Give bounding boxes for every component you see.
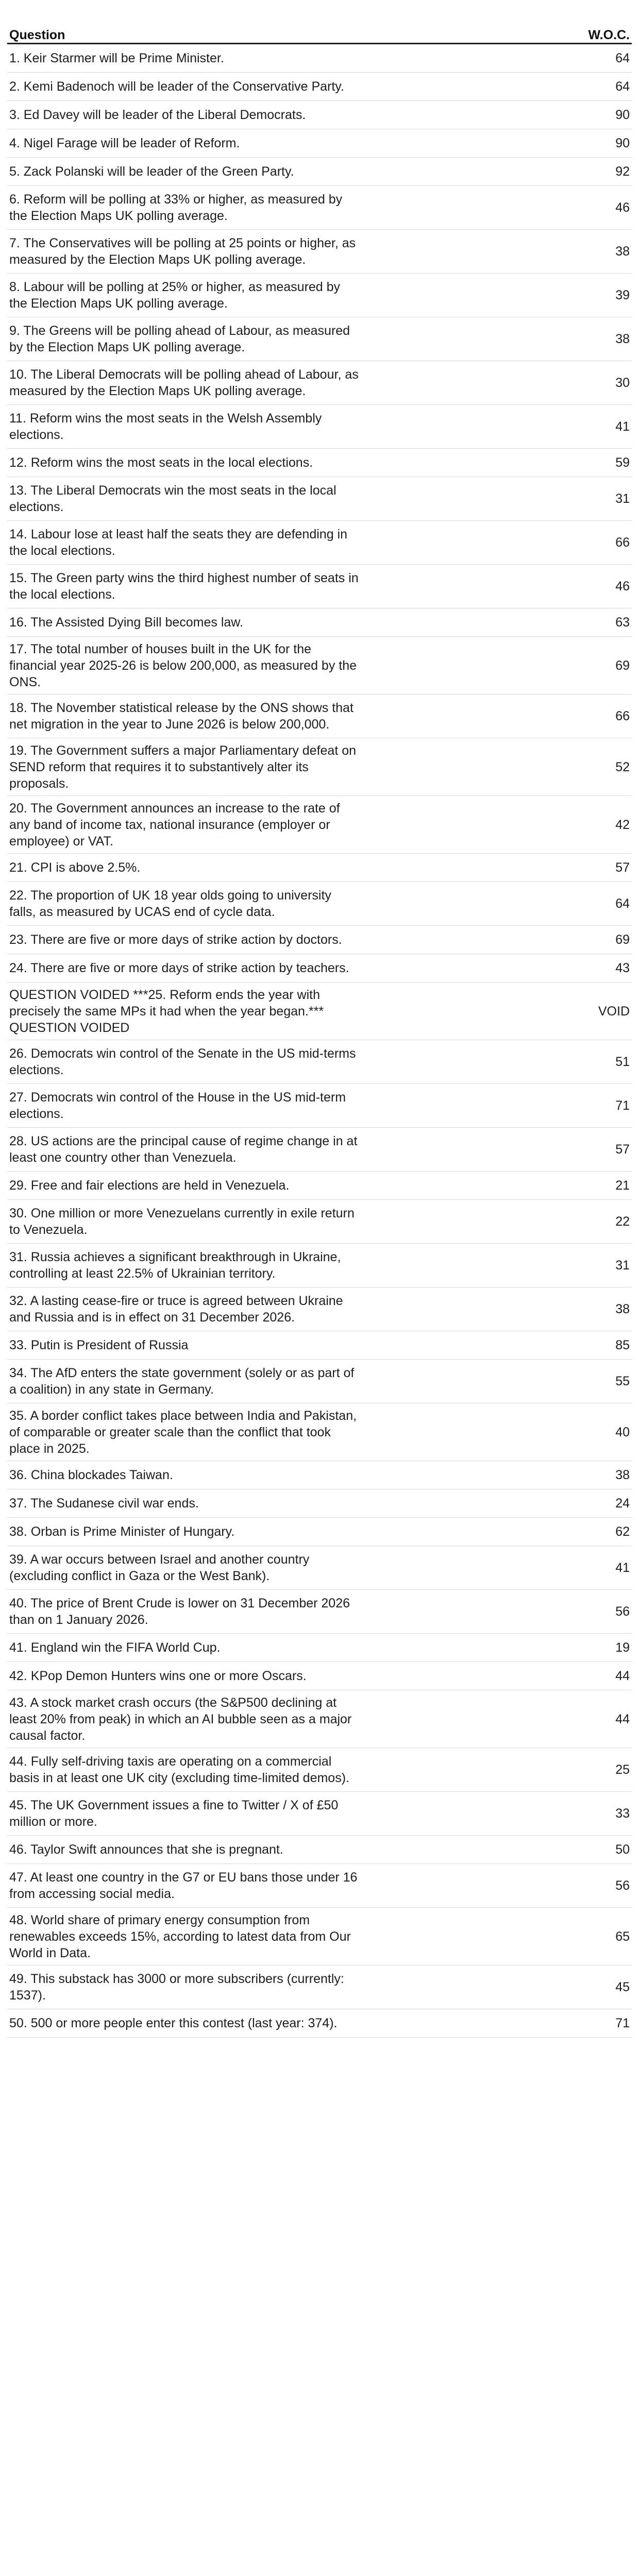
table-row bbox=[7, 1200, 632, 1244]
table-row bbox=[7, 738, 632, 796]
woc-value-cell: 30 bbox=[615, 376, 630, 390]
question-cell: 19. The Government suffers a major Parliamentary defeat on SEND reform that requires it to substantively alter its proposals. bbox=[9, 743, 357, 791]
woc-value-cell: 90 bbox=[615, 136, 630, 150]
table-row bbox=[7, 882, 632, 926]
question-cell: 46. Taylor Swift announces that she is pregnant. bbox=[9, 1842, 283, 1857]
table-row bbox=[7, 230, 632, 274]
woc-value-cell: VOID bbox=[598, 1004, 630, 1019]
woc-value-cell: 38 bbox=[615, 244, 630, 259]
question-cell: 20. The Government announces an increase to the rate of any band of income tax, national insurance (employer or employee) or VAT. bbox=[9, 801, 340, 849]
column-header-question: Question bbox=[9, 28, 65, 42]
table-row bbox=[7, 926, 632, 954]
table-row bbox=[7, 73, 632, 101]
table-row bbox=[7, 317, 632, 361]
question-cell: 32. A lasting cease-fire or truce is agreed between Ukraine and Russia and is in effect on 31 December 2026. bbox=[9, 1294, 343, 1325]
woc-value-cell: 55 bbox=[615, 1374, 630, 1388]
question-cell: 38. Orban is Prime Minister of Hungary. bbox=[9, 1524, 235, 1539]
table-row bbox=[7, 1864, 632, 1908]
table-row bbox=[7, 129, 632, 158]
question-cell: 28. US actions are the principal cause of regime change in at least one country other than Venezuela. bbox=[9, 1134, 358, 1165]
question-cell: 9. The Greens will be polling ahead of Labour, as measured by the Election Maps UK polling average. bbox=[9, 324, 350, 354]
table-row bbox=[7, 158, 632, 186]
question-cell: 33. Putin is President of Russia bbox=[9, 1338, 189, 1352]
question-cell: 49. This substack has 3000 or more subscribers (currently: 1537). bbox=[9, 1972, 344, 2003]
woc-value-cell: 57 bbox=[615, 1142, 630, 1157]
woc-value-cell: 46 bbox=[615, 579, 630, 594]
woc-value-cell: 63 bbox=[615, 615, 630, 630]
question-cell: 40. The price of Brent Crude is lower on 31 December 2026 than on 1 January 2026. bbox=[9, 1596, 350, 1627]
woc-value-cell: 43 bbox=[615, 961, 630, 975]
woc-value-cell: 90 bbox=[615, 108, 630, 122]
table-row bbox=[7, 1690, 632, 1748]
question-cell: 48. World share of primary energy consumption from renewables exceeds 15%, according to latest data from Our World in Data. bbox=[9, 1912, 351, 1960]
table-row bbox=[7, 1084, 632, 1128]
table-row bbox=[7, 361, 632, 405]
question-cell: 43. A stock market crash occurs (the S&P500 declining at least 20% from peak) in which an AI bubble seen as a major causal factor. bbox=[9, 1695, 352, 1743]
question-cell: 44. Fully self-driving taxis are operating on a commercial basis in at least one UK city (excluding time-limited demos). bbox=[9, 1754, 349, 1785]
woc-value-cell: 40 bbox=[615, 1425, 630, 1439]
table-row bbox=[7, 2009, 632, 2038]
table-row bbox=[7, 1287, 632, 1331]
question-cell: 39. A war occurs between Israel and another country (excluding conflict in Gaza or the West Bank). bbox=[9, 1552, 310, 1583]
table-row bbox=[7, 1518, 632, 1546]
woc-value-cell: 25 bbox=[615, 1762, 630, 1777]
question-cell: 30. One million or more Venezuelans currently in exile return to Venezuela. bbox=[9, 1206, 355, 1237]
woc-value-cell: 56 bbox=[615, 1878, 630, 1893]
question-cell: 1. Keir Starmer will be Prime Minister. bbox=[9, 51, 224, 65]
woc-value-cell: 31 bbox=[615, 1258, 630, 1273]
table-row bbox=[7, 1546, 632, 1590]
table-row bbox=[7, 477, 632, 521]
question-cell: 26. Democrats win control of the Senate in the US mid-terms elections. bbox=[9, 1046, 356, 1077]
table-row bbox=[7, 1461, 632, 1489]
question-cell: 4. Nigel Farage will be leader of Reform. bbox=[9, 136, 240, 150]
table-row bbox=[7, 1662, 632, 1690]
table-row bbox=[7, 1836, 632, 1864]
question-cell: 10. The Liberal Democrats will be polling ahead of Labour, as measured by the Election Maps UK polling average. bbox=[9, 367, 359, 398]
question-cell: 37. The Sudanese civil war ends. bbox=[9, 1496, 199, 1511]
woc-value-cell: 44 bbox=[615, 1711, 630, 1726]
table-row bbox=[7, 796, 632, 854]
woc-value-cell: 92 bbox=[615, 164, 630, 179]
table-row bbox=[7, 982, 632, 1040]
question-cell: 2. Kemi Badenoch will be leader of the Conservative Party. bbox=[9, 79, 344, 94]
woc-value-cell: 64 bbox=[615, 896, 630, 911]
table-row bbox=[7, 521, 632, 565]
woc-value-cell: 21 bbox=[615, 1178, 630, 1193]
table-row bbox=[7, 1360, 632, 1403]
table-row bbox=[7, 1748, 632, 1792]
table-row bbox=[7, 1634, 632, 1662]
question-cell: 35. A border conflict takes place between India and Pakistan, of comparable or greater scale than the conflict that took place in 2025. bbox=[9, 1408, 357, 1456]
table-row bbox=[7, 1489, 632, 1518]
woc-value-cell: 38 bbox=[615, 1468, 630, 1482]
woc-value-cell: 57 bbox=[615, 860, 630, 875]
question-cell: 18. The November statistical release by the ONS shows that net migration in the year to June 2026 is below 200,000. bbox=[9, 701, 354, 732]
question-cell: 13. The Liberal Democrats win the most seats in the local elections. bbox=[9, 483, 337, 514]
question-cell: 42. KPop Demon Hunters wins one or more Oscars. bbox=[9, 1669, 307, 1683]
woc-value-cell: 62 bbox=[615, 1524, 630, 1539]
question-cell: 11. Reform wins the most seats in the Welsh Assembly elections. bbox=[9, 411, 322, 442]
table-row bbox=[7, 101, 632, 129]
question-cell: 8. Labour will be polling at 25% or higher, as measured by the Election Maps UK polling average. bbox=[9, 280, 341, 311]
table-row bbox=[7, 44, 632, 73]
woc-value-cell: 66 bbox=[615, 709, 630, 723]
woc-value-cell: 65 bbox=[615, 1929, 630, 1944]
woc-value-cell: 42 bbox=[615, 817, 630, 832]
question-cell: 16. The Assisted Dying Bill becomes law. bbox=[9, 615, 243, 630]
woc-value-cell: 39 bbox=[615, 288, 630, 302]
woc-value-cell: 51 bbox=[615, 1055, 630, 1069]
woc-value-cell: 64 bbox=[615, 51, 630, 65]
woc-value-cell: 41 bbox=[615, 1561, 630, 1575]
table-row bbox=[7, 1244, 632, 1287]
woc-value-cell: 44 bbox=[615, 1669, 630, 1683]
question-cell: 45. The UK Government issues a fine to Twitter / X of £50 million or more. bbox=[9, 1798, 339, 1829]
table-row bbox=[7, 565, 632, 608]
question-cell: 27. Democrats win control of the House in the US mid-term elections. bbox=[9, 1090, 346, 1121]
question-cell: 24. There are five or more days of strike action by teachers. bbox=[9, 961, 349, 975]
woc-value-cell: 24 bbox=[615, 1496, 630, 1511]
question-cell: 15. The Green party wins the third highest number of seats in the local elections. bbox=[9, 571, 359, 602]
table-row bbox=[7, 1403, 632, 1461]
woc-value-cell: 52 bbox=[615, 759, 630, 774]
woc-value-cell: 50 bbox=[615, 1842, 630, 1857]
question-cell: 36. China blockades Taiwan. bbox=[9, 1468, 173, 1482]
table-row bbox=[7, 1590, 632, 1634]
table-row bbox=[7, 1792, 632, 1836]
table-row bbox=[7, 1172, 632, 1200]
table-row bbox=[7, 274, 632, 317]
woc-value-cell: 71 bbox=[615, 1098, 630, 1113]
woc-value-cell: 45 bbox=[615, 1980, 630, 1994]
woc-value-cell: 33 bbox=[615, 1806, 630, 1821]
question-cell: QUESTION VOIDED ***25. Reform ends the year with precisely the same MPs it had when the year began.*** QUESTION VOIDED bbox=[9, 987, 324, 1035]
table-header bbox=[7, 27, 632, 44]
question-cell: 22. The proportion of UK 18 year olds going to university falls, as measured by UCAS end of cycle data. bbox=[9, 888, 331, 919]
table-row bbox=[7, 854, 632, 882]
table-row bbox=[7, 1331, 632, 1360]
woc-value-cell: 22 bbox=[615, 1214, 630, 1229]
table-row bbox=[7, 1128, 632, 1172]
table-row bbox=[7, 637, 632, 694]
table-row bbox=[7, 1908, 632, 1965]
woc-value-cell: 64 bbox=[615, 79, 630, 94]
table-row bbox=[7, 1040, 632, 1084]
question-cell: 12. Reform wins the most seats in the local elections. bbox=[9, 455, 313, 470]
question-cell: 5. Zack Polanski will be leader of the Green Party. bbox=[9, 164, 294, 179]
woc-value-cell: 69 bbox=[615, 933, 630, 947]
question-cell: 41. England win the FIFA World Cup. bbox=[9, 1640, 221, 1655]
question-cell: 14. Labour lose at least half the seats they are defending in the local elections. bbox=[9, 527, 348, 558]
table-row bbox=[7, 608, 632, 637]
woc-value-cell: 66 bbox=[615, 535, 630, 550]
table-row bbox=[7, 449, 632, 477]
woc-value-cell: 38 bbox=[615, 1302, 630, 1316]
woc-value-cell: 31 bbox=[615, 492, 630, 506]
question-cell: 23. There are five or more days of strike action by doctors. bbox=[9, 933, 342, 947]
table-row bbox=[7, 405, 632, 449]
woc-value-cell: 41 bbox=[615, 419, 630, 434]
woc-value-cell: 38 bbox=[615, 332, 630, 346]
woc-value-cell: 71 bbox=[615, 2016, 630, 2030]
table-row bbox=[7, 1965, 632, 2009]
table-row bbox=[7, 186, 632, 230]
woc-value-cell: 56 bbox=[615, 1604, 630, 1619]
question-cell: 21. CPI is above 2.5%. bbox=[9, 860, 141, 875]
question-cell: 3. Ed Davey will be leader of the Liberal Democrats. bbox=[9, 108, 306, 122]
table-row bbox=[7, 954, 632, 982]
woc-value-cell: 46 bbox=[615, 200, 630, 215]
column-header-woc: W.O.C. bbox=[588, 28, 630, 42]
table-row bbox=[7, 694, 632, 738]
woc-value-cell: 85 bbox=[615, 1338, 630, 1352]
question-cell: 31. Russia achieves a significant breakthrough in Ukraine, controlling at least 22.5% of Ukrainian territory. bbox=[9, 1250, 341, 1281]
woc-value-cell: 19 bbox=[615, 1640, 630, 1655]
woc-value-cell: 59 bbox=[615, 455, 630, 470]
woc-value-cell: 69 bbox=[615, 658, 630, 673]
question-cell: 7. The Conservatives will be polling at 25 points or higher, as measured by the Election Maps UK polling average. bbox=[9, 236, 356, 267]
question-cell: 47. At least one country in the G7 or EU bans those under 16 from accessing social media. bbox=[9, 1870, 358, 1901]
question-cell: 50. 500 or more people enter this contest (last year: 374). bbox=[9, 2016, 338, 2030]
table-body bbox=[7, 44, 632, 2038]
question-cell: 34. The AfD enters the state government (solely or as part of a coalition) in any state in Germany. bbox=[9, 1366, 355, 1397]
question-cell: 29. Free and fair elections are held in Venezuela. bbox=[9, 1178, 290, 1193]
question-cell: 17. The total number of houses built in the UK for the financial year 2025-26 is below 200,000, as measured by the ONS. bbox=[9, 641, 357, 689]
question-cell: 6. Reform will be polling at 33% or higher, as measured by the Election Maps UK polling average. bbox=[9, 192, 343, 223]
